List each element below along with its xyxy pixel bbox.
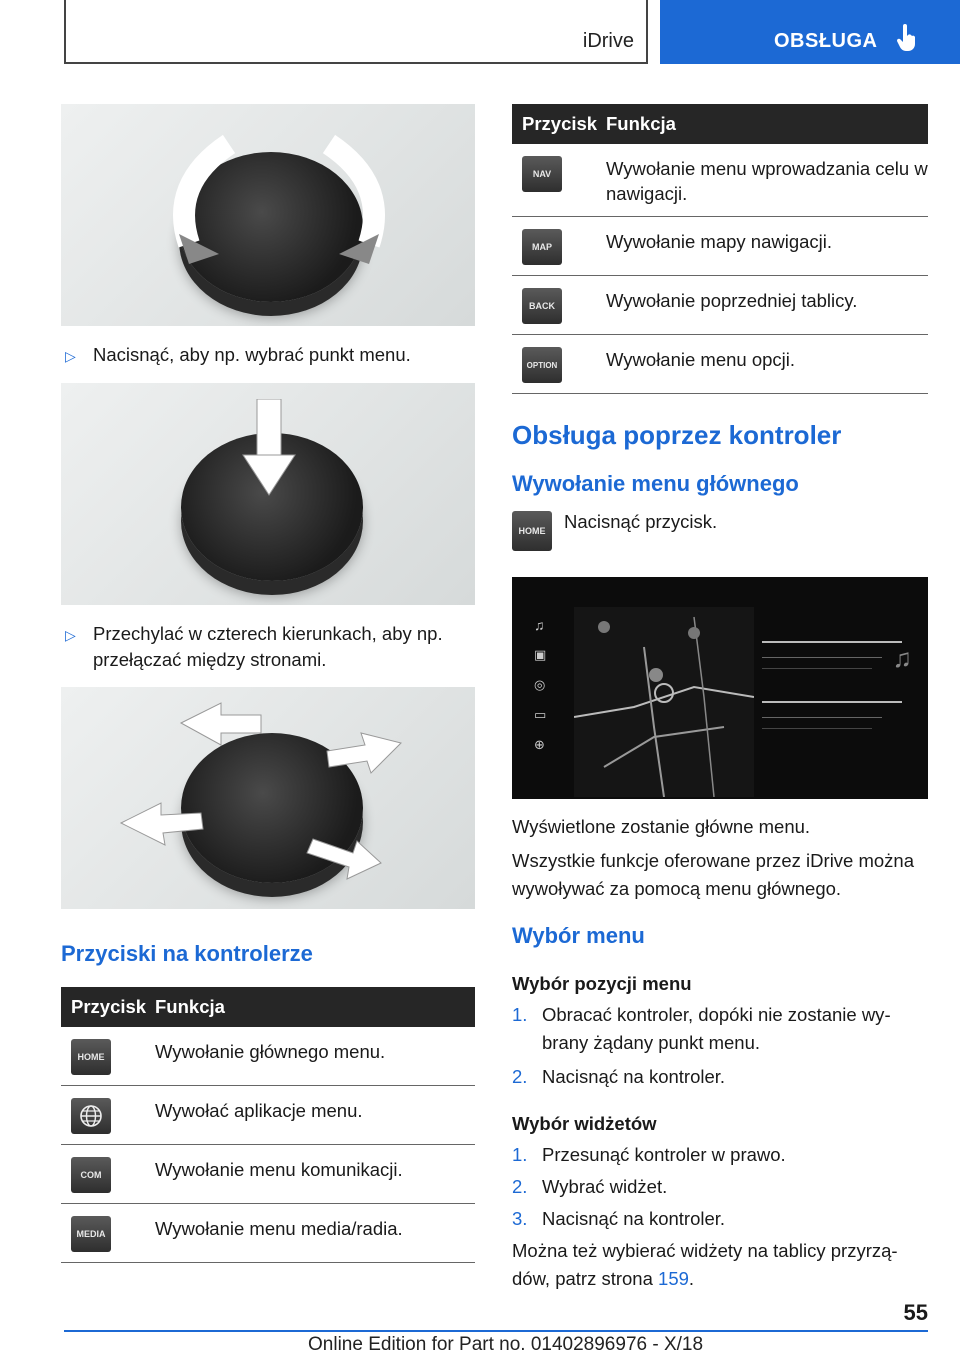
left-column bbox=[61, 104, 475, 1263]
heading-widgets: Wybór widżetów bbox=[512, 1113, 657, 1134]
paragraph-main-menu-shown: Wyświetlone zostanie główne menu. bbox=[512, 816, 811, 837]
paragraph-widgets-cluster: Można też wybierać widżety na tablicy przyrządów, patrz strona 159. bbox=[512, 1240, 898, 1289]
table-header-function: Funkcja bbox=[153, 987, 475, 1027]
table-header-function: Funkcja bbox=[604, 104, 928, 144]
table-header-button: Przycisk bbox=[512, 104, 604, 144]
section-title-controller-operation: Obsługa poprzez kontroler bbox=[512, 420, 842, 450]
header-section-title: iDrive bbox=[582, 30, 634, 52]
table-row: OPTION Wywołanie menu opcji. bbox=[512, 335, 928, 394]
controller-tilt-image bbox=[61, 687, 475, 909]
media-button-icon: MEDIA bbox=[71, 1216, 111, 1252]
subsection-title-main-menu: Wywołanie menu głównego bbox=[512, 471, 799, 496]
home-button-icon: HOME bbox=[512, 511, 552, 551]
paragraph-main-menu-functions: Wszystkie funkcje oferowane przez iDrive można wywoływać za pomocą menu głównego. bbox=[512, 850, 915, 899]
bullet-press: ▷ Nacisnąć, aby np. wybrać punkt menu. bbox=[61, 342, 475, 369]
com-button-icon: COM bbox=[71, 1157, 111, 1193]
bullet-tilt: ▷ Przechylać w czterech kierunkach, aby np. przełączać między stronami. bbox=[61, 621, 475, 673]
table-row: Wywołać aplikacje menu. bbox=[61, 1086, 475, 1145]
page-number: 55 bbox=[903, 1300, 928, 1325]
option-button-icon: OPTION bbox=[522, 347, 562, 383]
footer-divider bbox=[64, 1330, 928, 1332]
triangle-bullet-icon: ▷ bbox=[65, 627, 76, 643]
rotate-arrows-icon bbox=[169, 124, 389, 264]
navigation-icon: ◎ bbox=[534, 677, 546, 692]
list-item: 2. Wybrać widżet. bbox=[512, 1176, 668, 1197]
hand-pointer-icon bbox=[896, 24, 918, 52]
home-instruction: HOME Nacisnąć przycisk. bbox=[512, 511, 928, 551]
main-menu-screenshot bbox=[512, 577, 928, 799]
header-section-box bbox=[64, 0, 648, 64]
list-item: 3. Nacisnąć na kontroler. bbox=[512, 1208, 726, 1229]
car-icon: ▭ bbox=[534, 707, 547, 722]
right-column bbox=[512, 104, 928, 1293]
navigation-map bbox=[574, 607, 754, 797]
table-row: COM Wywołanie menu komunikacji. bbox=[61, 1145, 475, 1204]
table-header-button: Przycisk bbox=[61, 987, 153, 1027]
section-title-controller-buttons: Przyciski na kontrolerze bbox=[61, 941, 313, 966]
table-row: MAP Wywołanie mapy nawigacji. bbox=[512, 217, 928, 276]
controller-push-image bbox=[61, 383, 475, 605]
subsection-title-menu-select: Wybór menu bbox=[512, 923, 645, 948]
list-item: 1. Przesunąć kontroler w prawo. bbox=[512, 1144, 786, 1165]
phone-icon: ▣ bbox=[534, 647, 547, 662]
controller-buttons-table-continued bbox=[512, 104, 928, 394]
list-item: 2. Nacisnąć na kontroler. bbox=[512, 1066, 726, 1087]
globe-icon: ⊕ bbox=[534, 737, 545, 752]
four-direction-arrows-icon bbox=[111, 693, 431, 893]
controller-buttons-table bbox=[61, 987, 475, 1263]
list-item: 1. Obracać kontroler, dopóki nie zostanie wybrany żądany punkt menu. bbox=[512, 1004, 891, 1053]
heading-menu-item: Wybór pozycji menu bbox=[512, 973, 692, 994]
back-button-icon: BACK bbox=[522, 288, 562, 324]
header-chapter-tab bbox=[660, 0, 960, 64]
music-note-icon: ♫ bbox=[892, 643, 912, 673]
controller-press-image bbox=[61, 104, 475, 326]
header-chapter-title: OBSŁUGA bbox=[774, 30, 878, 52]
footer-edition: Online Edition for Part no. 01402896976 - X/18 bbox=[308, 1334, 704, 1355]
table-row: HOME Wywołanie głównego menu. bbox=[61, 1027, 475, 1086]
page-reference-link[interactable]: 159 bbox=[658, 1268, 689, 1289]
main-menu-sidebar bbox=[512, 607, 570, 797]
widgets-panel bbox=[762, 613, 922, 793]
home-button-icon: HOME bbox=[71, 1039, 111, 1075]
page-header bbox=[0, 0, 960, 66]
globe-icon bbox=[71, 1098, 111, 1134]
down-arrow-icon bbox=[239, 399, 299, 499]
nav-button-icon: NAV bbox=[522, 156, 562, 192]
table-row: NAV Wywołanie menu wprowadzania celu w nawigacji. bbox=[512, 144, 928, 217]
table-row: MEDIA Wywołanie menu media/radia. bbox=[61, 1204, 475, 1263]
music-note-icon: ♫ bbox=[534, 617, 545, 633]
table-row: BACK Wywołanie poprzedniej tablicy. bbox=[512, 276, 928, 335]
triangle-bullet-icon: ▷ bbox=[65, 348, 76, 364]
map-button-icon: MAP bbox=[522, 229, 562, 265]
